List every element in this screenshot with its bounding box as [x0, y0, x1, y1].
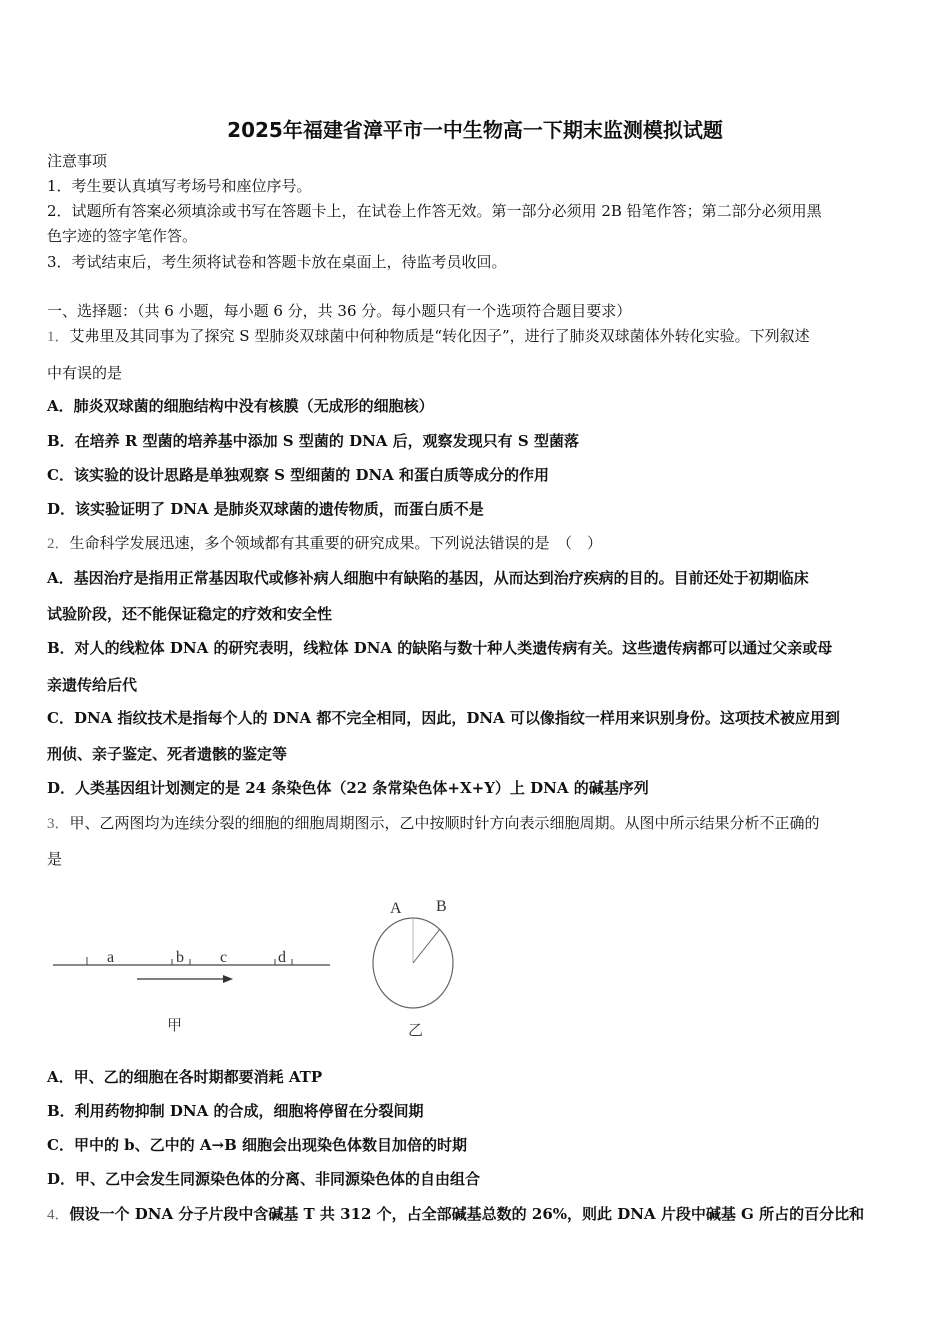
option-c: C．该实验的设计思路是单独观察 S 型细菌的 DNA 和蛋白质等成分的作用 [47, 466, 550, 484]
option-c: C．甲中的 b、乙中的 A→B 细胞会出现染色体数目加倍的时期 [47, 1136, 467, 1154]
segment-label: d [278, 949, 286, 966]
question-number: 2． [47, 536, 70, 552]
note-line: 2．试题所有答案必须填涂或书写在答题卡上，在试卷上作答无效。第一部分必须用 2B 铅笔作答；第二部分必须用黑 [47, 202, 822, 220]
segment-label: c [220, 949, 228, 966]
circle-label: A [390, 900, 402, 917]
question-number: 3． [47, 816, 70, 832]
option-a-cont: 试验阶段，还不能保证稳定的疗效和安全性 [47, 605, 333, 623]
option-a: A．肺炎双球菌的细胞结构中没有核膜（无成形的细胞核） [47, 397, 434, 415]
segment-label: b [176, 949, 184, 966]
note-line: 色字迹的签字笔作答。 [47, 227, 198, 245]
question-stem: 假设一个 DNA 分子片段中含碱基 T 共 312 个，占全部碱基总数的 26%，则此 DNA 片段中碱基 G 所占的百分比和 [69, 1205, 865, 1223]
cell-cycle-figure [47, 885, 467, 1045]
option-b: B．在培养 R 型菌的培养基中添加 S 型菌的 DNA 后，观察发现只有 S 型菌落 [47, 432, 579, 450]
question-number: 1． [47, 329, 70, 345]
option-c: C．DNA 指纹技术是指每个人的 DNA 都不完全相同，因此，DNA 可以像指纹一样用来识别身份。这项技术被应用到 [47, 709, 840, 727]
segment-label: a [107, 949, 115, 966]
note-line: 1．考生要认真填写考场号和座位序号。 [47, 177, 312, 195]
option-b-cont: 亲遗传给后代 [47, 676, 138, 694]
question-stem: 甲、乙两图均为连续分裂的细胞的细胞周期图示，乙中按顺时针方向表示细胞周期。从图中所示结果分析不正确的 [69, 814, 820, 832]
note-line: 3．考试结束后，考生须将试卷和答题卡放在桌面上，待监考员收回。 [47, 253, 507, 271]
option-d: D．人类基因组计划测定的是 24 条染色体（22 条常染色体+X+Y）上 DNA 的碱基序列 [47, 779, 649, 797]
notes-heading: 注意事项 [47, 152, 108, 170]
page-title: 2025年福建省漳平市一中生物高一下期末监测模拟试题 [227, 118, 723, 142]
figure-caption: 乙 [408, 1023, 424, 1039]
option-c-cont: 刑侦、亲子鉴定、死者遗骸的鉴定等 [47, 745, 288, 763]
option-d: D．该实验证明了 DNA 是肺炎双球菌的遗传物质，而蛋白质不是 [47, 500, 484, 518]
option-a: A．基因治疗是指用正常基因取代或修补病人细胞中有缺陷的基因，从而达到治疗疾病的目的。目前还处于初期临床 [47, 569, 809, 587]
circle-label: B [436, 898, 447, 915]
question-stem: 艾弗里及其同事为了探究 S 型肺炎双球菌中何种物质是“转化因子”，进行了肺炎双球菌体外转化实验。下列叙述 [69, 327, 810, 345]
question-stem: 是 [47, 850, 63, 868]
figure-caption: 甲 [167, 1018, 183, 1034]
option-d: D．甲、乙中会发生同源染色体的分离、非同源染色体的自由组合 [47, 1170, 481, 1188]
section-heading: 一、选择题：（共 6 小题，每小题 6 分，共 36 分。每小题只有一个选项符合题目要求） [47, 302, 632, 320]
option-b: B．对人的线粒体 DNA 的研究表明，线粒体 DNA 的缺陷与数十种人类遗传病有关。这些遗传病都可以通过父亲或母 [47, 639, 833, 657]
question-number: 4． [47, 1207, 70, 1223]
option-b: B．利用药物抑制 DNA 的合成，细胞将停留在分裂间期 [47, 1102, 424, 1120]
question-stem: 生命科学发展迅速，多个领域都有其重要的研究成果。下列说法错误的是 （ ） [69, 534, 603, 552]
option-a: A．甲、乙的细胞在各时期都要消耗 ATP [47, 1068, 323, 1086]
question-stem: 中有误的是 [47, 364, 123, 382]
